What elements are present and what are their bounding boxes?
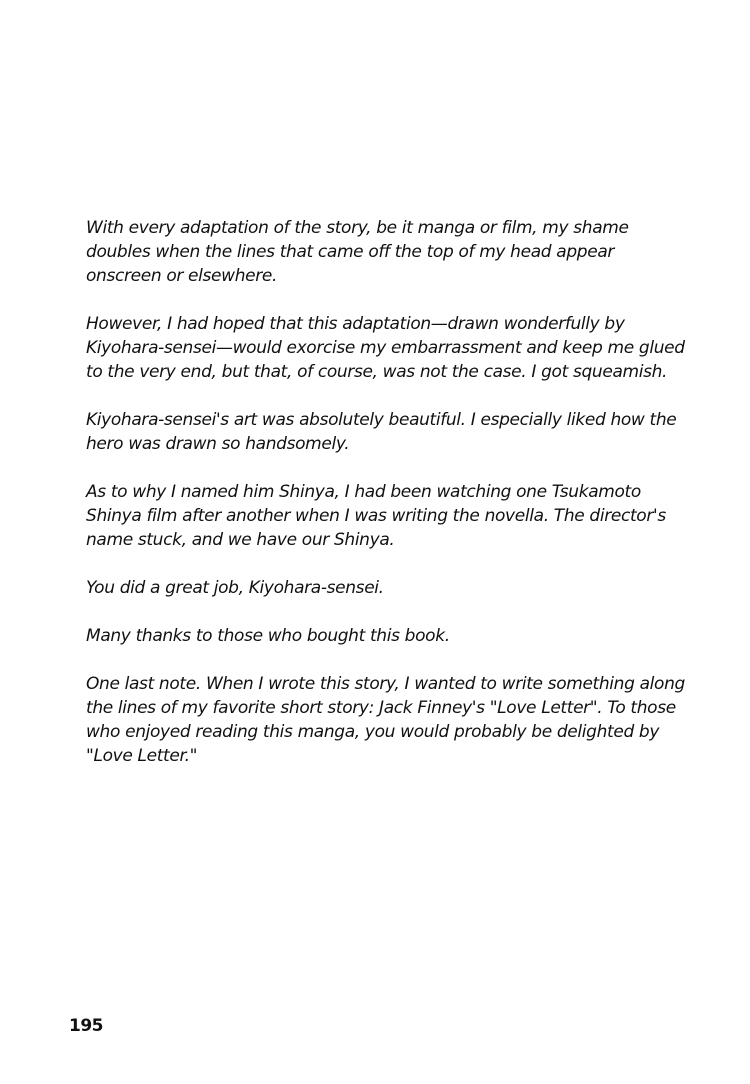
paragraph-last-note: One last note. When I wrote this story, I wanted to write something along the lines of my favorite short story: Jack Finney's "Love Letter". To those who enjoyed reading this manga, you would probably be delighted by "Love Letter." [86,674,685,766]
page-number: 195 [69,1016,103,1036]
paragraph-art-praise: Kiyohara-sensei's art was absolutely beautiful. I especially liked how the hero was drawn so handsomely. [86,410,677,454]
paragraph-thanks: Many thanks to those who bought this book. [86,626,450,646]
paragraph-hoped-adaptation: However, I had hoped that this adaptation—drawn wonderfully by Kiyohara-sensei—would exorcise my embarrassment and keep me glued to the very end, but that, of course, was not the case. I got squeamish. [86,314,685,382]
paragraph-name-origin: As to why I named him Shinya, I had been watching one Tsukamoto Shinya film after another when I was writing the novella. The director's name stuck, and we have our Shinya. [86,482,666,550]
afterword-text [86,216,686,792]
paragraph-great-job: You did a great job, Kiyohara-sensei. [86,578,384,598]
paragraph-adaptation-shame: With every adaptation of the story, be it manga or film, my shame doubles when the lines that came off the top of my head appear onscreen or elsewhere. [86,218,629,286]
